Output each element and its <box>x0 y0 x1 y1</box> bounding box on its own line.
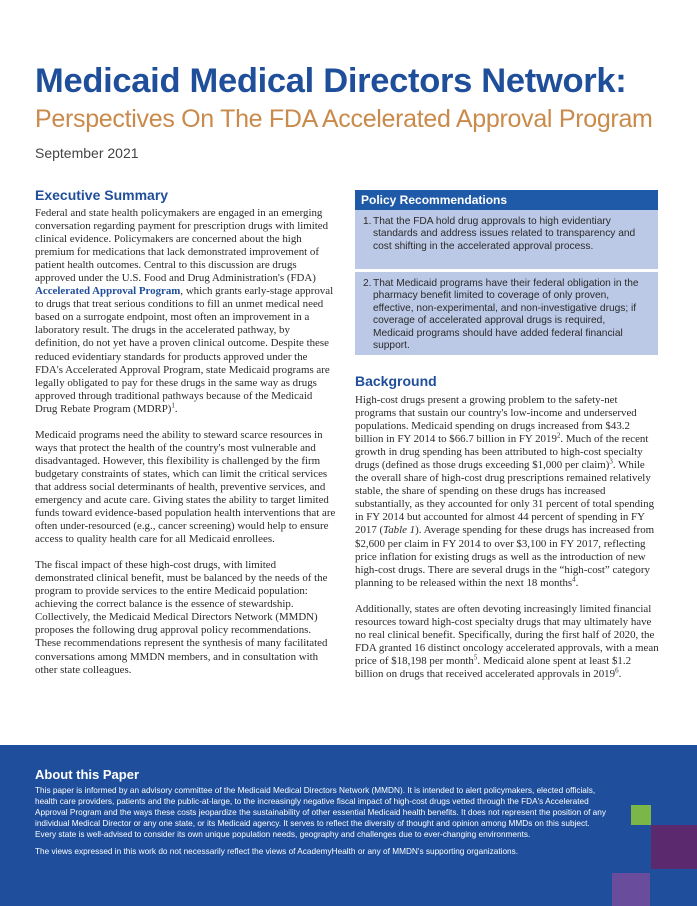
executive-summary-paragraph-2: Medicaid programs need the ability to steward scarce resources in ways that protect the health of the country's most vulnerable and disadvantaged. However, this flexibility is challenged by the firm budgetary constraints of states, which can limit the critical services that address social determinants of health, preventive services, and emergency and acute care. Giving states the ability to target limited funds toward evidence-based population health interventions that are often under-resourced (e.g., cancer screening) would help to ensure access to quality health care for all Medicaid enrollees. <box>35 428 336 546</box>
executive-summary-paragraph-1: Federal and state health policymakers are engaged in an emerging conversation regarding payment for prescription drugs with limited clinical evidence. Policymakers are concerned about the high premium for medications that lack demonstrated improvement of patient health outcomes. Central to this discussion are drugs approved under the U.S. Food and Drug Administration's (FDA) Accelerated Approval Program, which grants early-stage approval to drugs that treat serious conditions to fill an unmet medical need based on a surrogate endpoint, most often an improvement in a laboratory result. The drugs in the accelerated pathway, by definition, do not yet have a proven clinical outcome. Despite these reduced evidentiary standards for products approved under the FDA's Accelerated Approval Program, state Medicaid programs are legally obligated to pay for these drugs in the same way as drugs approved through traditional pathways because of the Medicaid Drug Rebate Program (MDRP)$^1$. <box>35 207 334 415</box>
executive-summary-paragraph-3: The fiscal impact of these high-cost drugs, with limited demonstrated clinical benefit, must be balanced by the needs of the program to provide services to the entire Medicaid population: achieving the correct balance is the essence of stewardship. Collectively, the Medicaid Medical Directors Network (MMDN) proposes the following drug approval policy recommendations. These recommendations represent the synthesis of many facilitated conversations among MMDN members, and in consultation with other state colleagues. <box>35 559 328 676</box>
background-text <box>355 394 660 681</box>
executive-summary-heading: Executive Summary <box>35 187 169 203</box>
about-paper-heading: About this Paper <box>35 767 140 782</box>
policy-recommendations-heading: Policy Recommendations <box>355 190 658 210</box>
executive-summary-text <box>35 207 337 677</box>
background-heading: Background <box>355 373 437 389</box>
decorative-purple-square <box>651 825 697 869</box>
about-paper-paragraph-1: This paper is informed by an advisory committee of the Medicaid Medical Directors Network (MMDN). It is intended to alert policymakers, elected officials, health care providers, patients and the public-at-large, to the increasingly negative fiscal impact of high-cost drugs vetted through the FDA's Accelerated Approval Program and the ways these costs jeopardize the sustainability of other essential Medicaid health benefits. It does not represent the position of any individual Medical Director or any one state, or its Medicaid agency. It serves to reflect the diversity of thought and opinion among MMDs on this subject. Every state is well-advised to consider its own unique population needs, geography and challenges due to ever-changing environments. <box>35 786 606 840</box>
page-subtitle: Perspectives On The FDA Accelerated Approval Program <box>35 105 653 133</box>
policy-recommendation-1: 1. That the FDA hold drug approvals to high evidentiary standards and address issues related to transparency and cost shifting in the accelerated approval process. <box>355 210 658 269</box>
about-paper-disclaimer: The views expressed in this work do not necessarily reflect the views of AcademyHealth or any of MMDN's supporting organizations. <box>35 847 519 857</box>
publication-date: September 2021 <box>35 145 139 161</box>
page-title: Medicaid Medical Directors Network: <box>35 62 627 100</box>
decorative-green-square <box>631 805 651 825</box>
decorative-violet-square <box>612 873 650 906</box>
background-paragraph-1: High-cost drugs present a growing problem to the safety-net programs that sustain our country's low-income and underserved populations. Medicaid spending on drugs increased from $43.2 billion in FY 2014 to $66.7 billion in FY 2019$^2$. Much of the recent growth in drug spending has been attributed to high-cost specialty drugs (defined as those drugs exceeding $1,000 per claim)$^3$. While the overall share of high-cost drug prescriptions remained relatively stable, the share of spending on these drugs has increased substantially, as they accounted for only 31 percent of total spending in FY 2014 but accounted for almost 44 percent of spending in FY 2017 (Table 1). Average spending for these drugs has increased from $2,600 per claim in FY 2014 to over $3,100 in FY 2017, reflecting price inflation for existing drugs as well as the introduction of new high-cost drugs. There are several drugs in the “high-cost” category planning to be released within the next 18 months$^4$. <box>355 394 655 589</box>
accelerated-approval-link[interactable]: Accelerated Approval Program <box>35 285 181 298</box>
about-paper-text <box>35 785 610 858</box>
policy-recommendation-2: 2. That Medicaid programs have their federal obligation in the pharmacy benefit limited to coverage of only proven, effective, non-experimental, and non-investigative drugs; if coverage of accelerated approval drugs is required, Medicaid programs should have added federal financial support. <box>355 272 658 355</box>
background-paragraph-2: Additionally, states are often devoting increasingly limited financial resources toward high-cost specialty drugs that may ultimately have no real clinical benefit. Specifically, during the first half of 2020, the FDA granted 16 distinct oncology accelerated approvals, with a mean price of $18,198 per month$^5$. Medicaid alone spent at least $1.2 billion on drugs that received accelerated approvals in 2019$^6$. <box>355 602 659 680</box>
